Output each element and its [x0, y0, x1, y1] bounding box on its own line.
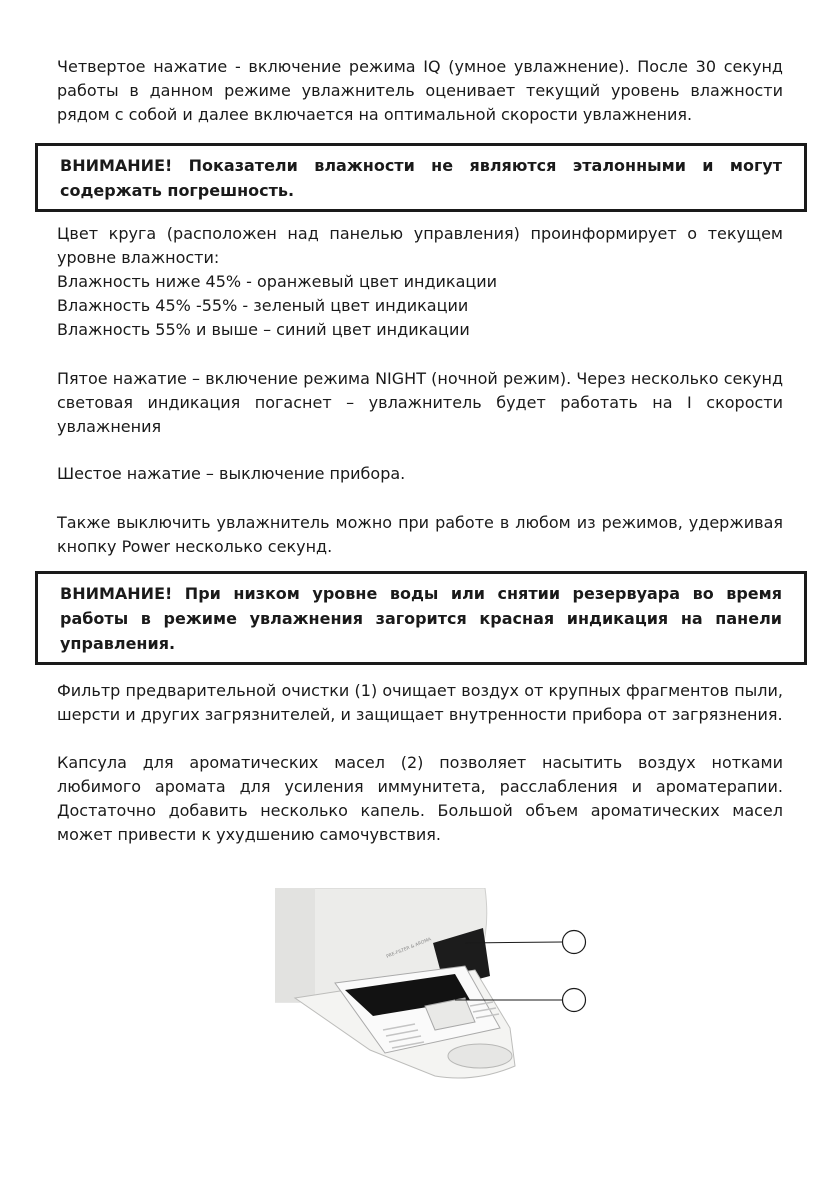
paragraph-prefilter: Фильтр предварительной очистки (1) очищает воздух от крупных фрагментов пыли, шерсти и других загрязнителей, и защищает внутренности прибора от загрязнения.: [57, 681, 783, 724]
warning-box-humidity: ВНИМАНИЕ! Показатели влажности не являются эталонными и могут содержать погрешность.: [35, 143, 807, 212]
paragraph-power-button: Также выключить увлажнитель можно при работе в любом из режимов, удерживая кнопку Power несколько секунд.: [57, 513, 783, 556]
paragraph-night-mode: Пятое нажатие – включение режима NIGHT (ночной режим). Через несколько секунд световая индикация погаснет – увлажнитель будет работать на I скорости увлажнения: [57, 369, 783, 436]
device-label: PRE-FILTER & AROMA: [385, 937, 433, 960]
paragraph-humidity-indication: [57, 222, 783, 342]
callout-circle-1: [563, 931, 586, 954]
warning-box-water-level: ВНИМАНИЕ! При низком уровне воды или снятии резервуара во время работы в режиме увлажнения загорится красная индикация на панели управления.: [35, 571, 807, 665]
callout-circle-2: [563, 989, 586, 1012]
paragraph-power-off: Шестое нажатие – выключение прибора.: [57, 464, 406, 483]
device-illustration: [275, 888, 595, 1088]
humidity-intro: Цвет круга (расположен над панелью управления) проинформирует о текущем уровне влажности:: [57, 224, 783, 267]
humidity-level-low: Влажность ниже 45% - оранжевый цвет индикации: [57, 272, 498, 291]
paragraph-iq-mode: Четвертое нажатие - включение режима IQ (умное увлажнение). После 30 секунд работы в данном режиме увлажнитель оценивает текущий уровень влажности рядом с собой и далее включается на оптимальной скорости увлажнения.: [57, 57, 783, 124]
humidity-level-mid: Влажность 45% -55% - зеленый цвет индикации: [57, 296, 469, 315]
humidity-level-high: Влажность 55% и выше – синий цвет индикации: [57, 320, 470, 339]
paragraph-aroma-capsule: Капсула для ароматических масел (2) позволяет насытить воздух нотками любимого аромата для усиления иммунитета, расслабления и ароматерапии. Достаточно добавить несколько капель. Большой объем ароматических масел может привести к ухудшению самочувствия.: [57, 753, 783, 844]
